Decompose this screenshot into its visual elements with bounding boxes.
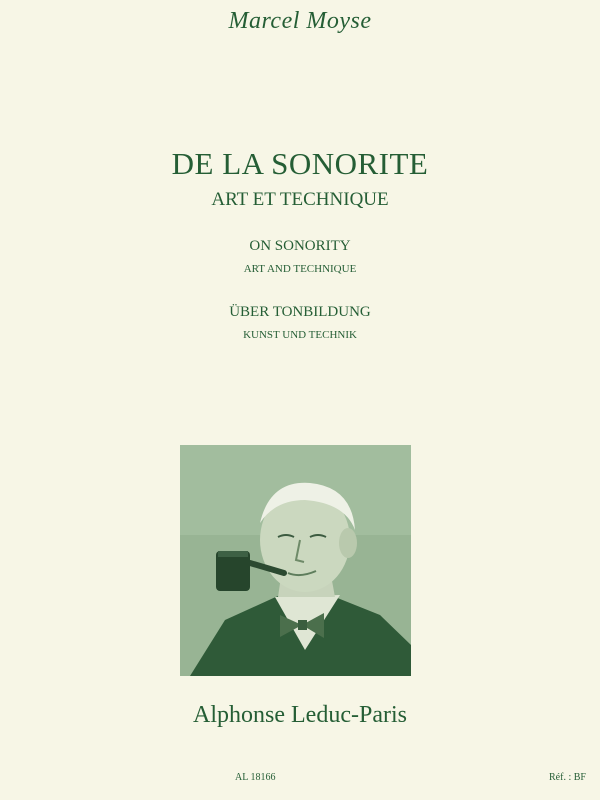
english-subtitle: ART AND TECHNIQUE <box>243 263 357 275</box>
english-title: ON SONORITY <box>249 238 351 254</box>
author-name: Marcel Moyse <box>228 8 372 34</box>
book-title: DE LA SONORITE <box>171 146 429 181</box>
german-subtitle: KUNST UND TECHNIK <box>243 329 357 341</box>
german-title: ÜBER TONBILDUNG <box>229 304 371 320</box>
author-portrait <box>180 445 411 676</box>
reference-code: Réf. : BF <box>549 772 586 783</box>
publisher-name: Alphonse Leduc-Paris <box>193 702 407 728</box>
catalog-number: AL 18166 <box>235 772 276 783</box>
book-subtitle: ART ET TECHNIQUE <box>211 189 389 210</box>
